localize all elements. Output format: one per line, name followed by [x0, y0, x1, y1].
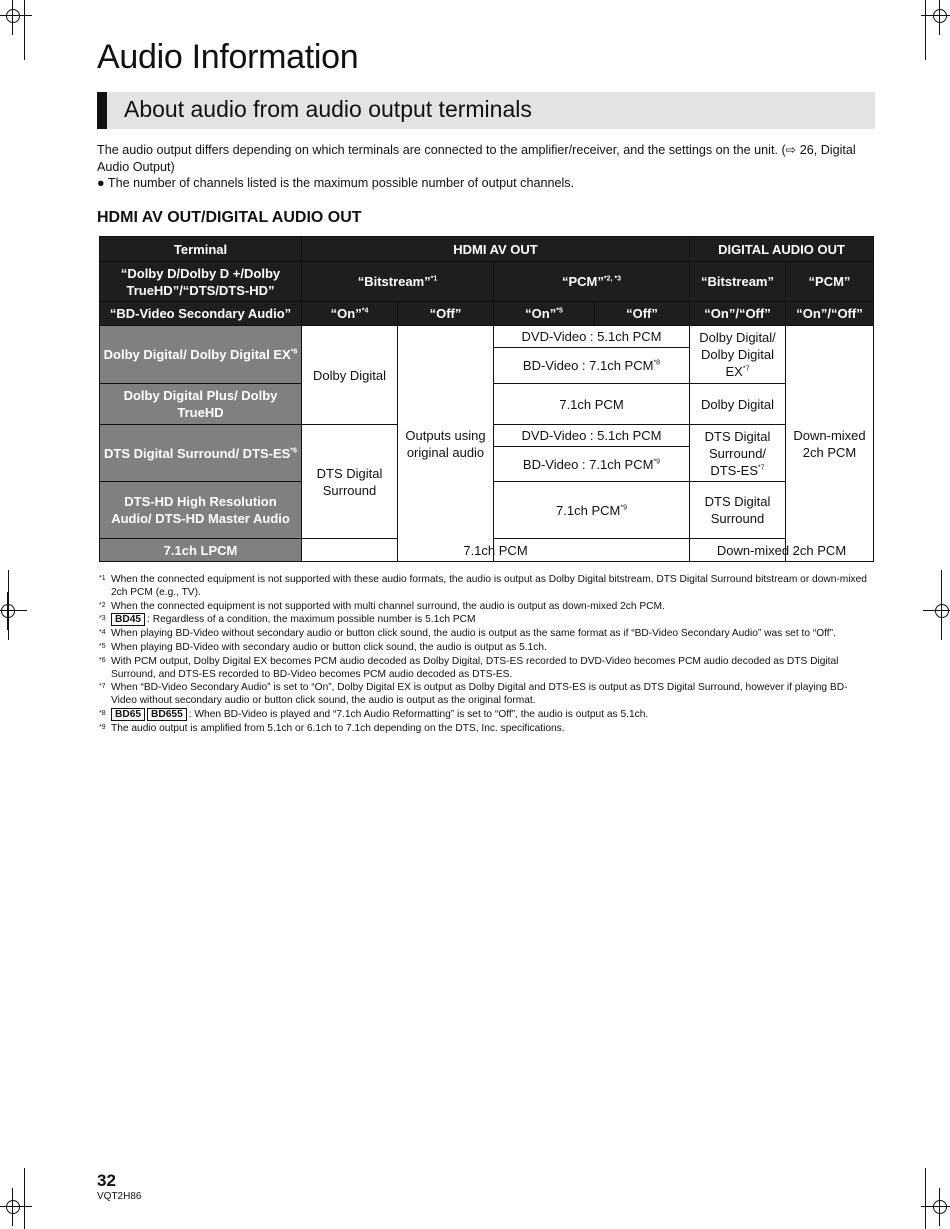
footnotes — [99, 574, 869, 737]
cell-digital-dolby: Dolby Digital/ Dolby Digital EX$^{*7}$ — [690, 326, 786, 384]
registration-mark-top-right — [929, 5, 950, 27]
table-header-row — [100, 302, 874, 326]
registration-mark-bottom-left — [2, 1196, 24, 1218]
header-pcm-on: “On”$^{*5}$ — [494, 302, 595, 326]
registration-mark-bottom-right — [929, 1196, 950, 1218]
page-number: 32 — [97, 1171, 116, 1190]
row-label-dolby-digital: Dolby Digital/ Dolby Digital EX$^{*6}$ — [100, 326, 302, 384]
model-tag-bd655: BD655 — [147, 708, 187, 721]
footnote: *4 When playing BD-Video without secondary audio or button click sound, the audio is output as the same format as if “BD-Video Secondary Audio” was set to “Off”. — [99, 628, 836, 640]
cell-digital-dts-2: DTS Digital Surround — [690, 482, 786, 539]
header-hdmi-pcm: “PCM”$^{*2, *3}$ — [494, 262, 690, 302]
crop-line — [8, 570, 9, 640]
header-digital-bitstream: “Bitstream” — [690, 262, 786, 302]
section-accent-bar — [97, 92, 107, 129]
model-tag-bd65: BD65 — [111, 708, 145, 721]
cell-dolby-digital: Dolby Digital — [302, 326, 398, 425]
table-header-row — [100, 237, 874, 262]
header-digital-pcm: “PCM” — [786, 262, 874, 302]
footnote: *5 When playing BD-Video with secondary audio or button click sound, the audio is output as 5.1ch. — [99, 641, 547, 653]
header-format-setting: “Dolby D/Dolby D +/Dolby TrueHD”/“DTS/DTS-HD” — [100, 262, 302, 302]
section-header — [97, 92, 875, 129]
header-hdmi-bitstream: “Bitstream”$^{*1}$ — [302, 262, 494, 302]
model-tag-bd45: BD45 — [111, 613, 145, 626]
row-label-dts: DTS Digital Surround/ DTS-ES$^{*6}$ — [100, 425, 302, 482]
crop-line — [24, 0, 25, 60]
table-heading: HDMI AV OUT/DIGITAL AUDIO OUT — [97, 209, 362, 226]
footnote: *1 When the connected equipment is not supported with these audio formats, the audio is output as Dolby Digital bitstream, DTS Digital Surround bitstream or down-mixed 2ch PCM (e.g., TV). — [99, 574, 867, 598]
crop-line — [24, 1168, 25, 1229]
page-title: Audio Information — [97, 38, 359, 76]
cell-dvd-51-pcm-b: DVD-Video : 5.1ch PCM — [494, 425, 690, 447]
registration-mark-top-left — [2, 5, 24, 27]
table-row — [100, 326, 874, 348]
header-digital-pcm-onoff: “On”/“Off” — [786, 302, 874, 326]
footnote: *9 The audio output is amplified from 5.1ch or 6.1ch to 7.1ch depending on the DTS, Inc. specifications. — [99, 722, 565, 734]
table-row — [100, 539, 874, 562]
cell-dvd-51-pcm: DVD-Video : 5.1ch PCM — [494, 326, 690, 348]
section-title: About audio from audio output terminals — [124, 96, 532, 122]
crop-line — [941, 570, 942, 640]
bullet-note: ● The number of channels listed is the maximum possible number of output channels. — [97, 176, 575, 190]
intro-paragraph: The audio output differs depending on which terminals are connected to the amplifier/receiver, and the settings on the unit. (⇨ 26, Digital Audio Output) — [97, 143, 856, 174]
header-bitstream-on: “On”$^{*4}$ — [302, 302, 398, 326]
header-hdmi-av-out: HDMI AV OUT — [302, 237, 690, 262]
header-terminal: Terminal — [100, 237, 302, 262]
cell-digital-dolby-2: Dolby Digital — [690, 384, 786, 425]
header-secondary-audio: “BD-Video Secondary Audio” — [100, 302, 302, 326]
cell-lpcm-digital: Down-mixed 2ch PCM — [690, 539, 874, 562]
cell-dts-digital: DTS Digital Surround — [302, 425, 398, 539]
audio-output-table — [99, 236, 874, 562]
footnote: *8 BD65 BD655 : When BD-Video is played and “7.1ch Audio Reformatting” is set to “Off”, the audio is output as 5.1ch. — [99, 708, 649, 720]
cell-outputs-original: Outputs using original audio — [398, 326, 494, 562]
cell-lpcm-hdmi: 7.1ch PCM — [302, 539, 690, 562]
header-digital-bitstream-onoff: “On”/“Off” — [690, 302, 786, 326]
crop-line — [925, 1168, 926, 1229]
cell-digital-dts: DTS Digital Surround/ DTS-ES$^{*7}$ — [690, 425, 786, 482]
row-label-lpcm: 7.1ch LPCM — [100, 539, 302, 562]
footnote: *6 With PCM output, Dolby Digital EX becomes PCM audio decoded as Dolby Digital, DTS-ES recorded to DVD-Video becomes PCM audio decoded as DTS Digital Surround, and DTS-ES recorded to BD-Video becomes PCM audio decoded as DTS-ES. — [99, 655, 839, 680]
header-pcm-off: “Off” — [595, 302, 690, 326]
cell-71-pcm-b: 7.1ch PCM$^{*9}$ — [494, 482, 690, 539]
cell-bd-71-pcm: BD-Video : 7.1ch PCM$^{*8}$ — [494, 348, 690, 384]
table-header-row — [100, 262, 874, 302]
cell-71-pcm: 7.1ch PCM — [494, 384, 690, 425]
cell-downmixed: Down-mixed 2ch PCM — [786, 326, 874, 562]
cell-bd-71-pcm-b: BD-Video : 7.1ch PCM$^{*9}$ — [494, 447, 690, 482]
header-bitstream-off: “Off” — [398, 302, 494, 326]
crop-line — [925, 0, 926, 60]
header-digital-audio-out: DIGITAL AUDIO OUT — [690, 237, 874, 262]
row-label-dtshd: DTS-HD High Resolution Audio/ DTS-HD Master Audio — [100, 482, 302, 539]
footnote: *3 BD45 : Regardless of a condition, the maximum possible number is 5.1ch PCM — [99, 614, 476, 626]
row-label-dolby-plus: Dolby Digital Plus/ Dolby TrueHD — [100, 384, 302, 425]
footnote: *2 When the connected equipment is not supported with multi channel surround, the audio is output as down-mixed 2ch PCM. — [99, 600, 665, 612]
registration-mark-mid-left — [0, 600, 19, 622]
footnote: *7 When “BD-Video Secondary Audio” is set to “On”, Dolby Digital EX is output as Dolby Digital and DTS-ES is output as DTS Digital Surround, however if playing BD-Video without secondary audio or button click sound, the audio is output as the original format. — [99, 682, 848, 707]
document-code: VQT2H86 — [97, 1191, 142, 1202]
